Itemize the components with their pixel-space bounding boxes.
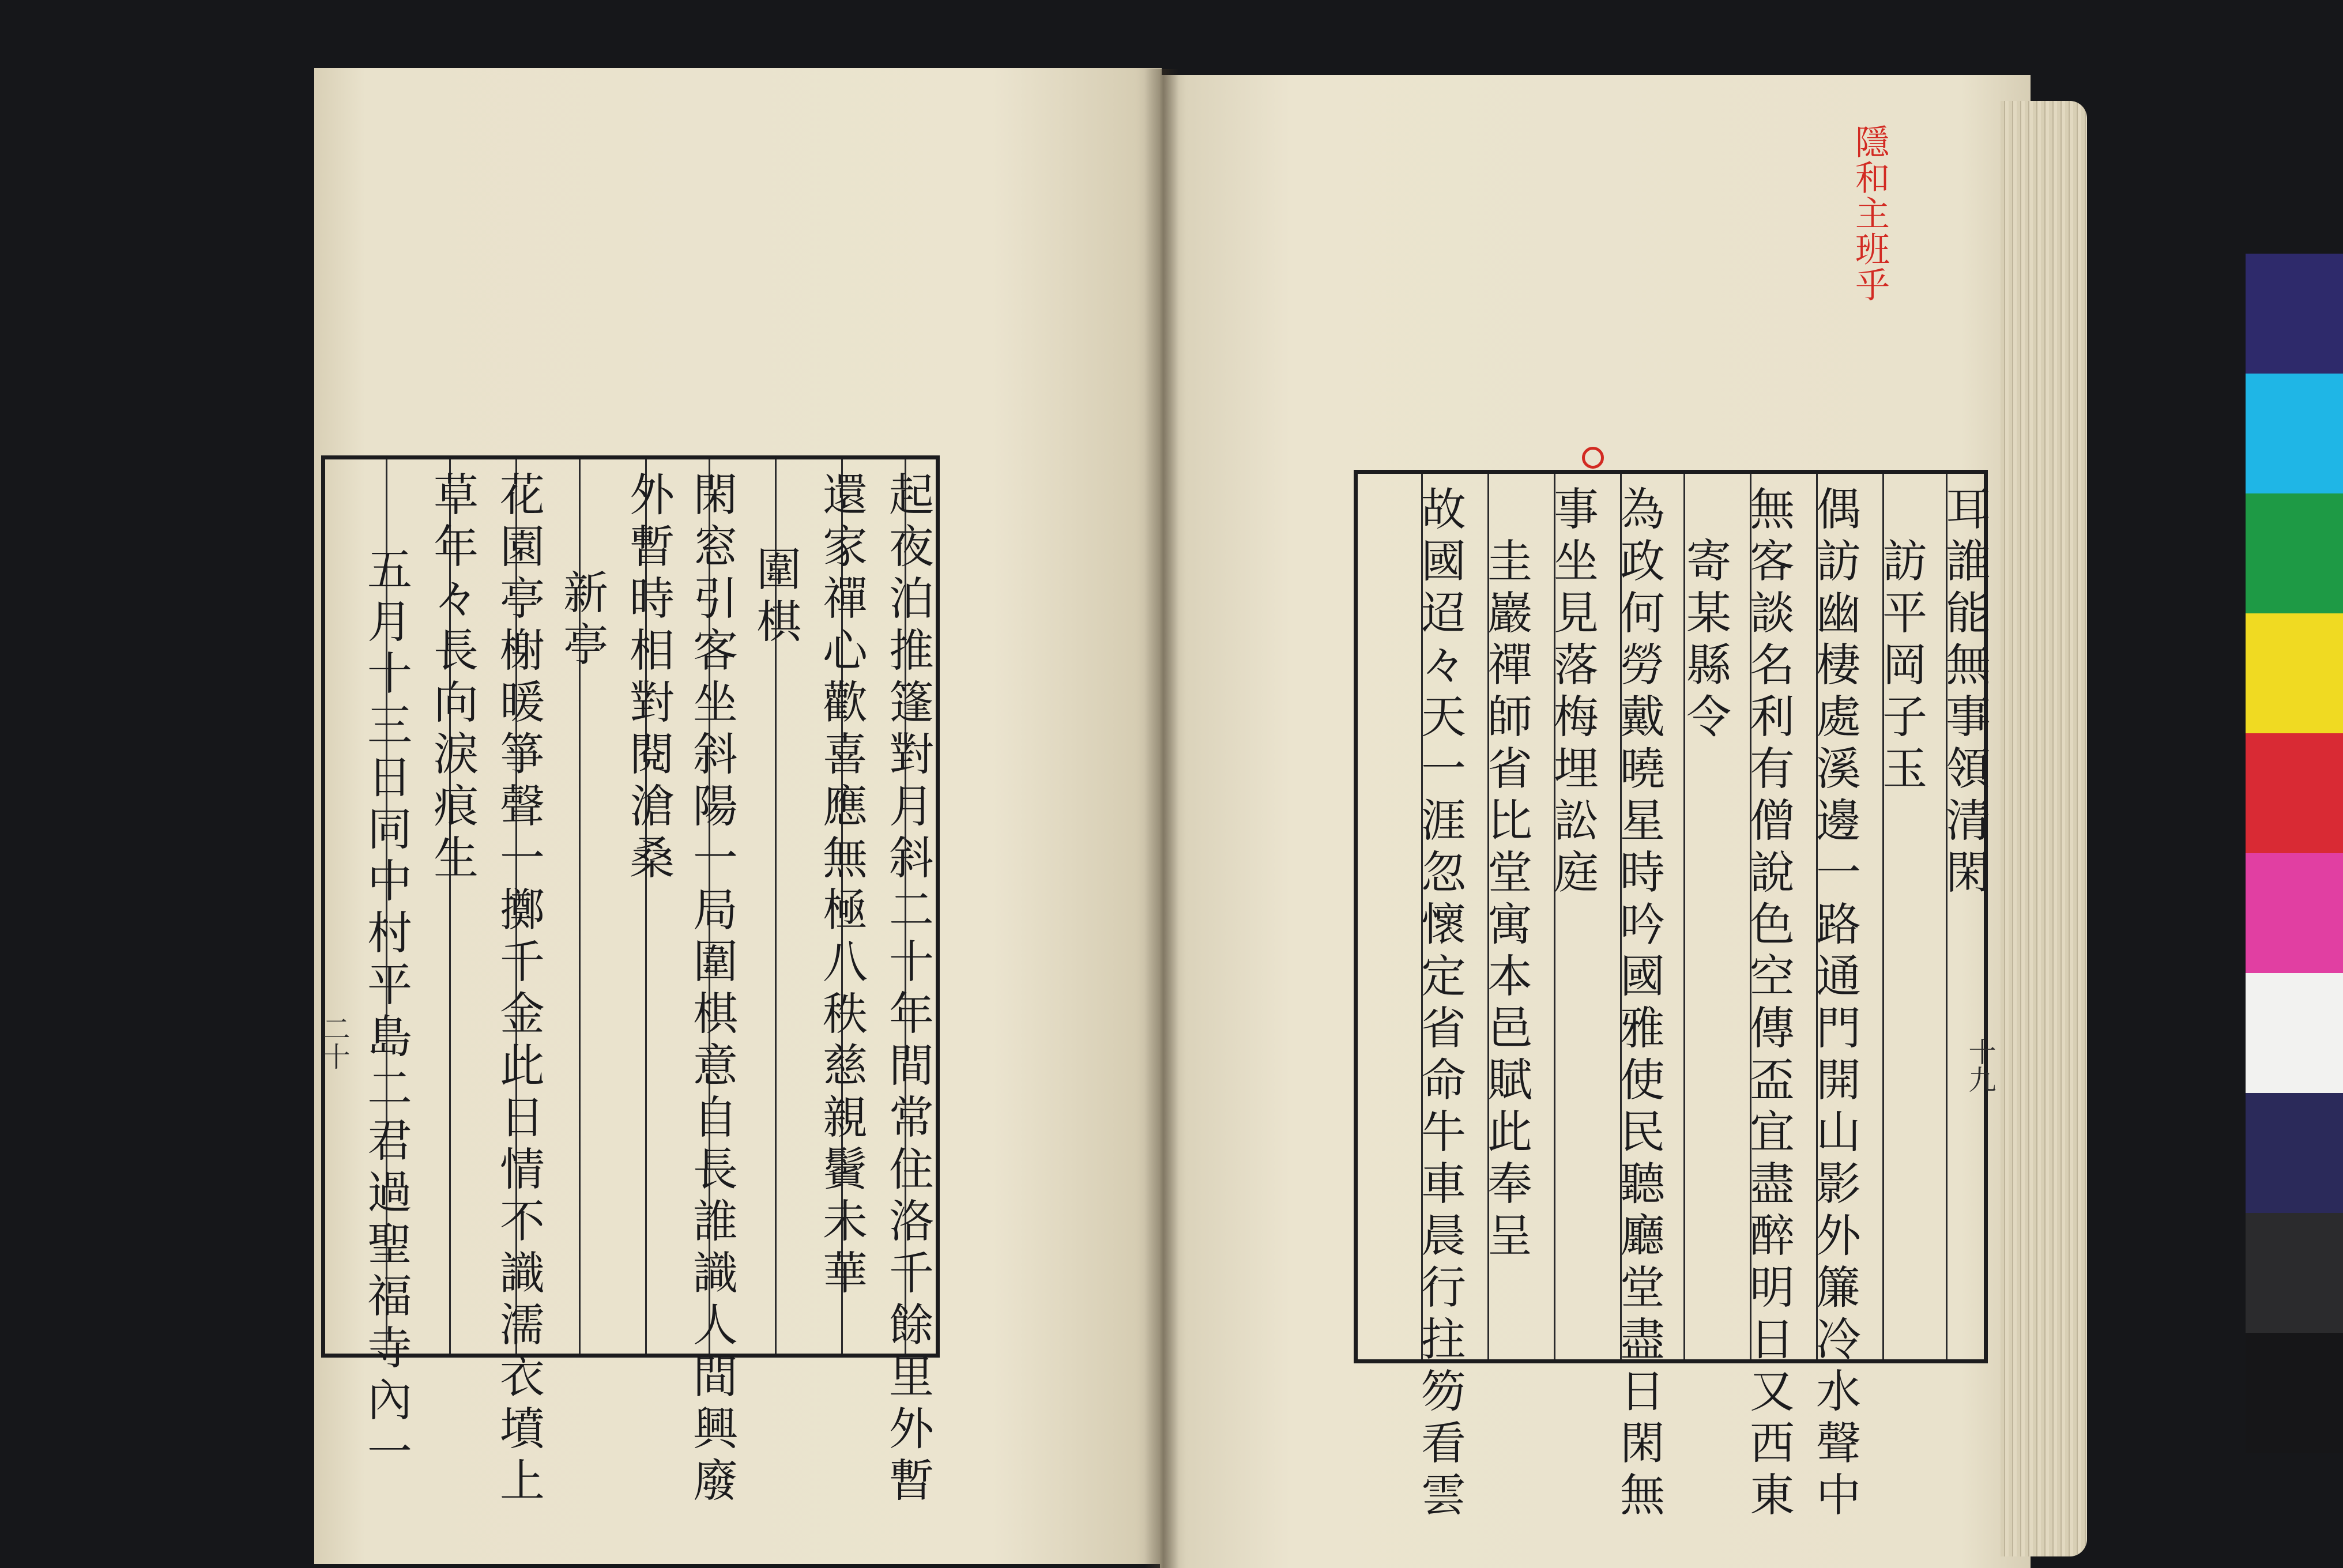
color-swatch <box>2246 1333 2343 1453</box>
red-annotation: 隱和主班乎 <box>1849 124 1890 303</box>
right-column-1: 耳誰能無事領清閑 <box>1938 485 1990 900</box>
red-circle-mark <box>1582 447 1604 469</box>
left-column-6: 新亭 <box>556 569 608 673</box>
left-column-4: 閑窓引客坐斜陽一局圍棋意自長誰識人間興廢 <box>685 471 737 1509</box>
color-calibration-strip <box>2246 254 2343 1453</box>
right-column-9: 故國迢々天一涯忽懷定省命牛車晨行拄笏看雲 <box>1414 485 1466 1523</box>
color-swatch <box>2246 973 2343 1093</box>
left-column-7: 花園亭榭暖箏聲一擲千金此日情不識濡衣墳上 <box>492 471 544 1509</box>
color-swatch <box>2246 374 2343 493</box>
right-column-2: 訪平岡子玉 <box>1875 537 1927 797</box>
color-swatch <box>2246 1093 2343 1213</box>
right-column-3: 偶訪幽棲處溪邊一路通門開山影外簾冷水聲中 <box>1809 485 1860 1523</box>
color-swatch <box>2246 613 2343 733</box>
page-edges <box>2001 101 2087 1556</box>
left-column-2: 還家禪心歡喜應無極八秩慈親鬢未華 <box>815 471 867 1301</box>
right-folio: 十九 <box>1964 1038 1996 1093</box>
left-column-9: 五月十三日同中村平島二君過聖福寺內一 <box>360 546 412 1480</box>
color-swatch <box>2246 493 2343 613</box>
left-folio: 二十 <box>318 1015 350 1070</box>
left-column-5: 外暫時相對閱滄桑 <box>622 471 674 886</box>
left-column-8: 草年々長向淚痕生 <box>426 471 478 886</box>
left-column-1: 起夜泊推篷對月斜二十年間常住洛千餘里外暫 <box>882 471 933 1509</box>
right-column-5: 寄某縣令 <box>1679 537 1731 745</box>
color-swatch <box>2246 733 2343 853</box>
left-text-frame <box>321 455 940 1509</box>
color-swatch <box>2246 853 2343 973</box>
right-column-7: 事坐見落梅埋訟庭 <box>1546 485 1598 900</box>
right-column-6: 為政何勞戴曉星時吟國雅使民聽廳堂盡日閑無 <box>1613 485 1664 1523</box>
color-swatch <box>2246 254 2343 374</box>
left-column-3: 圍棋 <box>749 546 801 650</box>
book-gutter <box>1144 69 1179 1568</box>
right-column-8: 圭巖禪師省比堂寓本邑賦此奉呈 <box>1480 537 1532 1264</box>
color-swatch <box>2246 1213 2343 1333</box>
right-column-4: 無客談名利有僧說色空傳盃宜盡醉明日又西東 <box>1742 485 1794 1523</box>
right-text-frame <box>1354 470 1990 1523</box>
